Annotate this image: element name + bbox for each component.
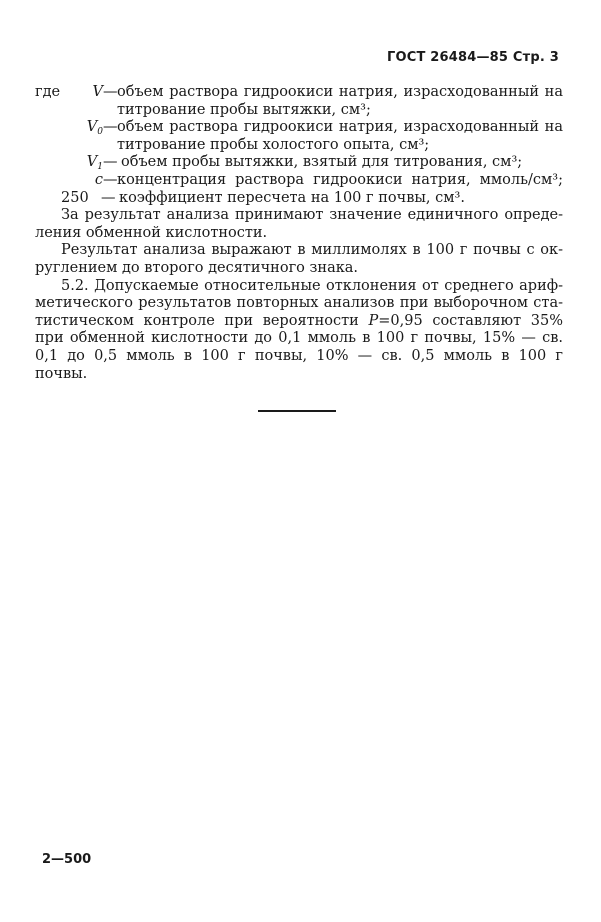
definition-prefix: [35, 154, 63, 172]
definition-text: объем пробы вытяжки, взятый для титрования, см³;: [121, 154, 523, 171]
definition-v1: [35, 154, 563, 172]
definition-prefix: [35, 190, 63, 208]
definition-symbol: $V_0$: [86, 119, 103, 138]
definition-v0: [35, 119, 563, 137]
paragraph-line: За результат анализа принимают значение единичного опреде-: [61, 207, 563, 224]
definition-prefix: [35, 172, 63, 190]
paragraph-line: при обменной кислотности до 0,1 ммоль в 100 г почвы, 15% — св.: [35, 330, 563, 347]
definition-text: объем раствора гидроокиси натрия, израсходованный на: [117, 119, 563, 136]
definition-symbol: c: [94, 171, 103, 188]
page-number: Стр. 3: [512, 50, 559, 65]
page-footer: 2—500: [42, 852, 92, 867]
definition-dash: —: [103, 84, 118, 100]
definition-symbol: V: [92, 84, 103, 100]
page-header: [387, 50, 559, 65]
definition-dash: —: [103, 171, 118, 188]
paragraph-line: метического результатов повторных анализов при выборочном ста-: [35, 295, 563, 312]
paragraph-line: руглением до второго десятичного знака.: [35, 259, 359, 276]
definition-c: [35, 172, 563, 190]
definition-dash: —: [103, 119, 118, 136]
definition-text: коэффициент пересчета на 100 г почвы, см³.: [119, 189, 465, 206]
paragraph-result-value: [35, 207, 563, 242]
standard-number: ГОСТ 26484—85: [386, 50, 509, 65]
document-body: [35, 84, 563, 383]
section-divider: [258, 410, 336, 412]
definition-dash: —: [101, 189, 116, 206]
definition-250: [35, 190, 563, 208]
paragraph-line: 0,1 до 0,5 ммоль в 100 г почвы, 10% — св. 0,5 ммоль в 100 г: [35, 347, 563, 364]
paragraph-line: ления обменной кислотности.: [35, 224, 268, 241]
definition-symbol: 250: [61, 189, 89, 206]
definition-continuation: титрование пробы холостого опыта, см³;: [117, 136, 430, 153]
definition-symbol: $V_1$: [86, 154, 103, 173]
paragraph-line: 5.2. Допускаемые относительные отклонения от среднего ариф-: [61, 277, 563, 294]
definition-continuation: титрование пробы вытяжки, см³;: [117, 101, 371, 118]
definition-prefix: где: [35, 84, 61, 100]
paragraph-line: Результат анализа выражают в миллимолях в 100 г почвы с ок-: [61, 242, 563, 259]
paragraph-line: почвы.: [35, 365, 88, 382]
definition-prefix: [35, 119, 63, 137]
paragraph-line: тистическом контроле при вероятности P=0,95 составляют 35%: [35, 312, 563, 329]
paragraph-result-units: [35, 242, 563, 277]
definition-dash: —: [103, 154, 118, 171]
definition-v: [35, 84, 563, 102]
paragraph-section-5-2: [35, 278, 563, 384]
definition-text: объем раствора гидроокиси натрия, израсходованный на: [117, 84, 563, 100]
definition-text: концентрация раствора гидроокиси натрия, ммоль/см³;: [117, 171, 563, 188]
